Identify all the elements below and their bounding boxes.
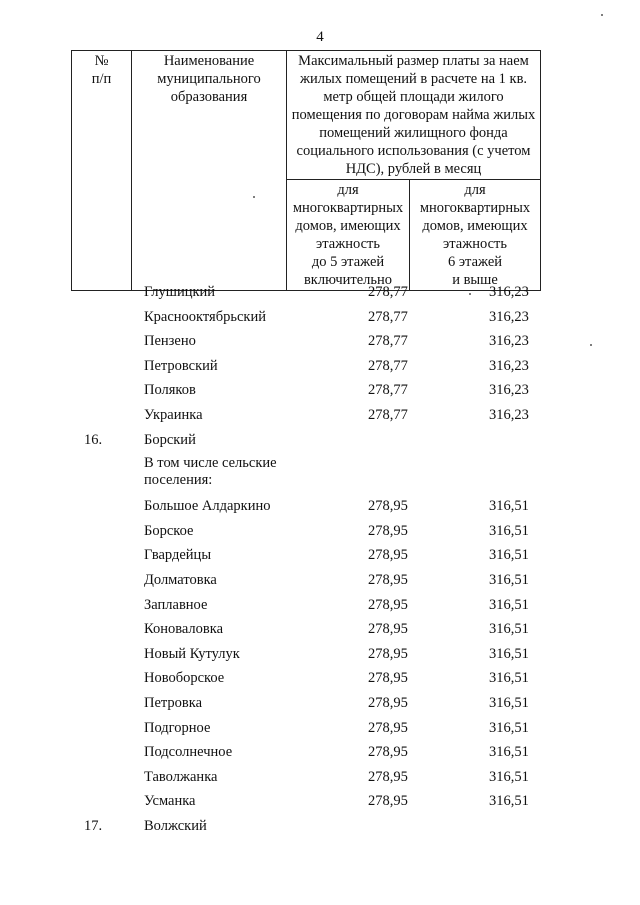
row-value-low-rise: 278,95	[368, 719, 408, 736]
table-row	[0, 329, 640, 354]
table-row	[0, 691, 640, 716]
row-name: Таволжанка	[144, 768, 218, 785]
table-row	[0, 716, 640, 741]
table-row	[0, 642, 640, 667]
row-value-high-rise: 316,23	[489, 308, 529, 325]
row-name: Подсолнечное	[144, 744, 233, 761]
row-value-high-rise: 316,51	[489, 498, 529, 515]
row-name: Большое Алдаркино	[144, 498, 271, 515]
table-row	[0, 789, 640, 814]
row-name: Волжский	[144, 817, 207, 834]
header-sub-low-rise	[287, 180, 410, 291]
row-value-low-rise: 278,95	[368, 768, 408, 785]
row-value-low-rise: 278,77	[368, 308, 408, 325]
row-value-low-rise: 278,95	[368, 522, 408, 539]
row-name: В том числе сельские поселения:	[144, 455, 277, 489]
row-value-low-rise: 278,95	[368, 645, 408, 662]
row-name: Борское	[144, 522, 194, 539]
row-value-high-rise: 316,23	[489, 357, 529, 374]
row-value-high-rise: 316,51	[489, 670, 529, 687]
header-col-number-label: № п/п	[91, 53, 112, 87]
row-value-low-rise: 278,95	[368, 547, 408, 564]
table-row	[0, 494, 640, 519]
scan-speck	[469, 293, 471, 295]
row-value-high-rise: 316,51	[489, 621, 529, 638]
table-row	[0, 280, 640, 305]
header-col-number	[72, 51, 132, 291]
row-value-high-rise: 316,51	[489, 793, 529, 810]
row-value-high-rise: 316,51	[489, 596, 529, 613]
row-name: Новоборское	[144, 670, 225, 687]
row-value-low-rise: 278,77	[368, 406, 408, 423]
table-row	[0, 740, 640, 765]
header-sub-high-rise-label: для многоквартирных домов, имеющих этажность 6 этажей и выше	[419, 182, 531, 288]
page-number: 4	[316, 29, 324, 45]
row-value-high-rise: 316,51	[489, 571, 529, 588]
table-row	[0, 378, 640, 403]
row-value-low-rise: 278,77	[368, 382, 408, 399]
row-name: Гвардейцы	[144, 547, 212, 564]
row-value-high-rise: 316,51	[489, 645, 529, 662]
row-value-low-rise: 278,95	[368, 596, 408, 613]
row-name: Заплавное	[144, 596, 208, 613]
table-row	[0, 543, 640, 568]
row-value-low-rise: 278,77	[368, 333, 408, 350]
row-value-low-rise: 278,95	[368, 571, 408, 588]
row-value-high-rise: 316,51	[489, 768, 529, 785]
row-value-high-rise: 316,23	[489, 406, 529, 423]
header-col-price	[287, 51, 541, 180]
table-row	[0, 354, 640, 379]
row-name: Борский	[144, 431, 196, 448]
row-name: Глушицкий	[144, 284, 216, 300]
scan-speck	[590, 344, 592, 346]
row-value-high-rise: 316,23	[489, 333, 529, 350]
row-value-high-rise: 316,51	[489, 522, 529, 539]
table-row	[0, 814, 640, 839]
row-name: Поляков	[144, 382, 196, 399]
table-row	[0, 519, 640, 544]
row-value-high-rise: 316,51	[489, 694, 529, 711]
row-name: Пензено	[144, 333, 196, 350]
table-row	[0, 305, 640, 330]
header-sub-low-rise-label: для многоквартирных домов, имеющих этажность до 5 этажей включительно	[292, 182, 404, 288]
row-value-low-rise: 278,95	[368, 670, 408, 687]
table-row	[0, 452, 640, 494]
table-row	[0, 403, 640, 428]
row-name: Коноваловка	[144, 621, 224, 638]
header-col-price-label: Максимальный размер платы за наем жилых помещений в расчете на 1 кв. метр общей площади жилого помещения по договорам найма жилых помещений жилищного фонда социального использования (с учетом НДС), рублей в месяц	[291, 53, 536, 177]
row-value-low-rise: 278,95	[368, 744, 408, 761]
row-value-low-rise: 278,95	[368, 793, 408, 810]
scan-speck	[253, 196, 255, 198]
table-row	[0, 765, 640, 790]
row-name: Подгорное	[144, 719, 211, 736]
row-value-low-rise: 278,77	[368, 284, 408, 300]
row-name: Петровский	[144, 357, 218, 374]
row-value-high-rise: 316,23	[489, 284, 529, 300]
row-name: Петровка	[144, 694, 203, 711]
header-sub-high-rise	[410, 180, 541, 291]
table-row	[0, 568, 640, 593]
row-name: Краснооктябрьский	[144, 308, 266, 325]
row-value-high-rise: 316,23	[489, 382, 529, 399]
table-row	[0, 617, 640, 642]
row-value-high-rise: 316,51	[489, 719, 529, 736]
table-row	[0, 666, 640, 691]
table-header	[71, 50, 541, 291]
row-name: Украинка	[144, 406, 203, 423]
row-value-low-rise: 278,95	[368, 621, 408, 638]
row-name: Новый Кутулук	[144, 645, 240, 662]
row-value-high-rise: 316,51	[489, 547, 529, 564]
row-value-low-rise: 278,95	[368, 694, 408, 711]
scan-speck	[601, 14, 603, 16]
table-row	[0, 428, 640, 453]
row-value-low-rise: 278,95	[368, 498, 408, 515]
row-value-low-rise: 278,77	[368, 357, 408, 374]
header-col-name-label: Наименование муниципального образования	[157, 53, 261, 105]
row-name: Усманка	[144, 793, 196, 810]
row-number: 16.	[84, 431, 103, 448]
row-name: Долматовка	[144, 571, 217, 588]
table-row	[0, 593, 640, 618]
row-number: 17.	[84, 817, 103, 834]
table-body	[0, 280, 640, 838]
row-value-high-rise: 316,51	[489, 744, 529, 761]
header-col-name	[132, 51, 287, 291]
